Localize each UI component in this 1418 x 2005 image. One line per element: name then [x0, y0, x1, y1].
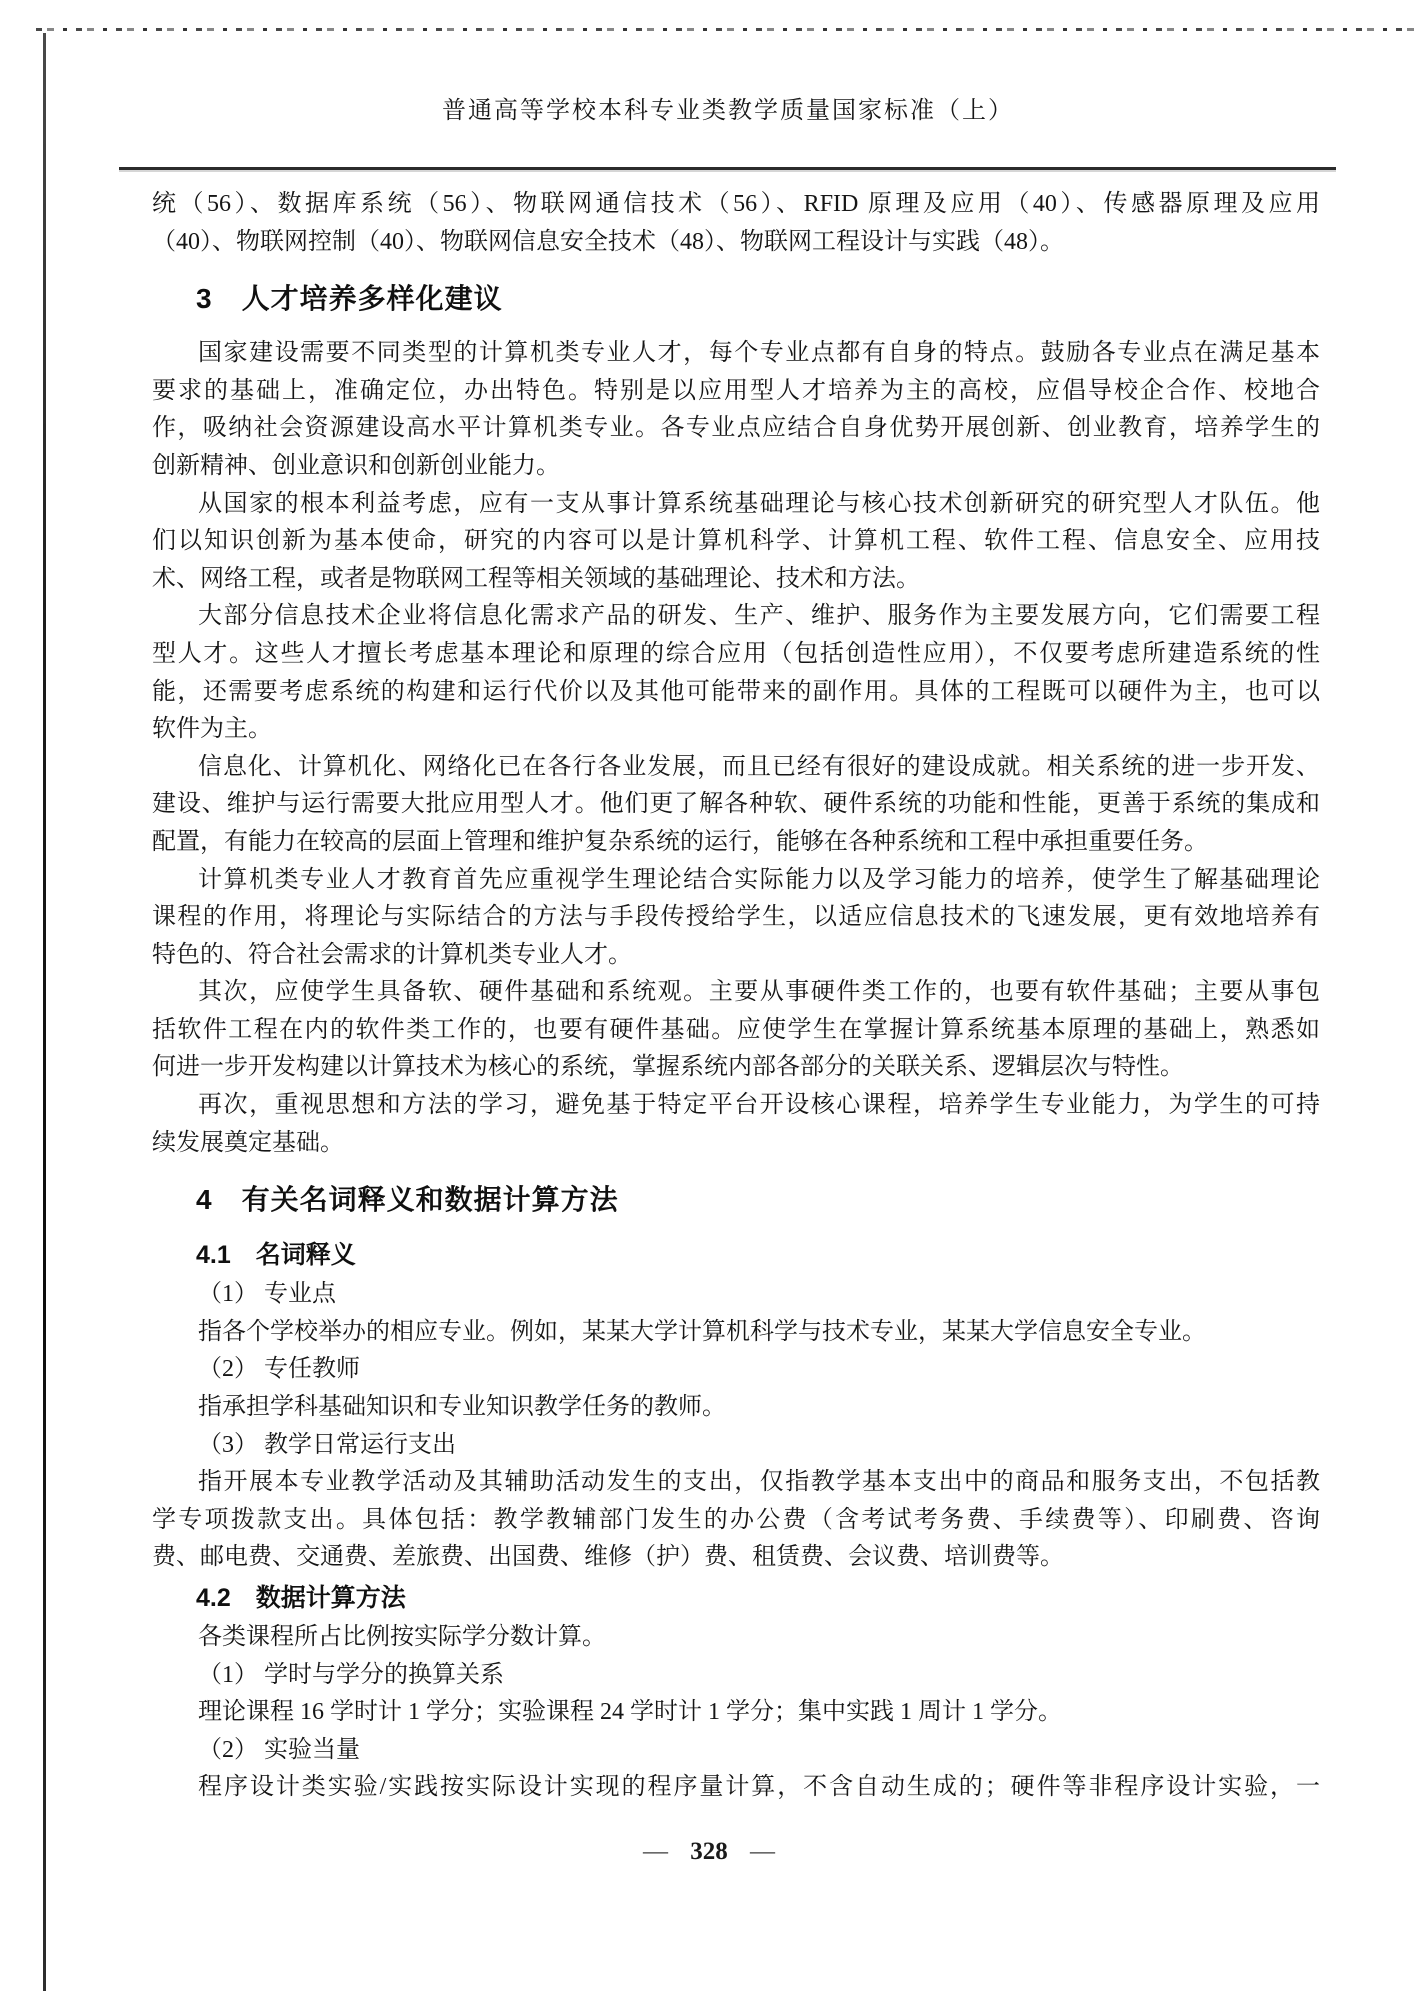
body-text-line: 信息化、计算机化、网络化已在各行各业发展，而且已经有很好的建设成就。相关系统的进一步开发、: [198, 753, 1320, 780]
body-text-line: 特色的、符合社会需求的计算机类专业人才。: [152, 941, 632, 968]
body-text-line: 创新精神、创业意识和创新创业能力。: [152, 452, 560, 479]
body-text-line: 建设、维护与运行需要大批应用型人才。他们更了解各种软、硬件系统的功能和性能，更善于系统的集成和: [152, 791, 1320, 818]
body-text-line: 型人才。这些人才擅长考虑基本理论和原理的综合应用（包括创造性应用），不仅要考虑所建造系统的性: [152, 640, 1320, 667]
body-text-line: 学专项拨款支出。具体包括：教学教辅部门发生的办公费（含考试考务费、手续费等）、印刷费、咨询: [152, 1506, 1320, 1533]
body-text-line: 何进一步开发构建以计算技术为核心的系统，掌握系统内部各部分的关联关系、逻辑层次与特性。: [152, 1054, 1184, 1081]
body-text-line: 指各个学校举办的相应专业。例如，某某大学计算机科学与技术专业，某某大学信息安全专业。: [198, 1318, 1206, 1345]
section-4-2-heading: 4.2 数据计算方法: [196, 1584, 406, 1612]
footer-right-dash: —: [750, 1838, 775, 1865]
body-text-line: 费、邮电费、交通费、差旅费、出国费、维修（护）费、租赁费、会议费、培训费等。: [152, 1544, 1064, 1571]
header-rule: [119, 167, 1336, 170]
body-text-line: 们以知识创新为基本使命，研究的内容可以是计算机科学、计算机工程、软件工程、信息安全、应用技: [152, 528, 1320, 555]
body-text-line: （1） 专业点: [198, 1281, 336, 1308]
body-text-line: 理论课程 16 学时计 1 学分；实验课程 24 学时计 1 学分；集中实践 1 周计 1 学分。: [198, 1699, 1062, 1726]
body-text-line: 再次，重视思想和方法的学习，避免基于特定平台开设核心课程，培养学生专业能力，为学生的可持: [198, 1092, 1320, 1119]
section-3-heading: 3 人才培养多样化建议: [196, 283, 503, 315]
body-text-line: 指开展本专业教学活动及其辅助活动发生的支出，仅指教学基本支出中的商品和服务支出，不包括教: [198, 1469, 1320, 1496]
body-text-line: （1） 学时与学分的换算关系: [198, 1661, 504, 1688]
body-text-line: 计算机类专业人才教育首先应重视学生理论结合实际能力以及学习能力的培养，使学生了解基础理论: [198, 866, 1320, 893]
body-text-line: 大部分信息技术企业将信息化需求产品的研发、生产、维护、服务作为主要发展方向，它们需要工程: [198, 603, 1320, 630]
scan-artifact-top-dashes: [36, 28, 1418, 31]
body-text-line: 统（56）、数据库系统（56）、物联网通信技术（56）、RFID 原理及应用（40）、传感器原理及应用: [152, 191, 1320, 217]
page-footer: [0, 1838, 1418, 1866]
body-text-line: （3） 教学日常运行支出: [198, 1431, 456, 1458]
body-text-line: 其次，应使学生具备软、硬件基础和系统观。主要从事硬件类工作的，也要有软件基础；主要从事包: [198, 979, 1320, 1006]
body-text-line: 能，还需要考虑系统的构建和运行代价以及其他可能带来的副作用。具体的工程既可以硬件为主，也可以: [152, 678, 1320, 705]
body-text-line: 作，吸纳社会资源建设高水平计算机类专业。各专业点应结合自身优势开展创新、创业教育，培养学生的: [152, 415, 1320, 442]
body-text-line: 国家建设需要不同类型的计算机类专业人才，每个专业点都有自身的特点。鼓励各专业点在满足基本: [198, 340, 1320, 367]
body-text-line: 续发展奠定基础。: [152, 1129, 344, 1156]
scan-artifact-left-edge-line: [43, 33, 46, 1991]
body-text-line: 软件为主。: [152, 716, 272, 743]
section-4-heading: 4 有关名词释义和数据计算方法: [196, 1184, 619, 1216]
body-text-line: （2） 实验当量: [198, 1736, 360, 1763]
body-text-line: 程序设计类实验/实践按实际设计实现的程序量计算，不含自动生成的；硬件等非程序设计实验，一: [198, 1774, 1320, 1801]
body-text-line: （40）、物联网控制（40）、物联网信息安全技术（48）、物联网工程设计与实践（48）。: [152, 228, 1064, 255]
body-text-line: 括软件工程在内的软件类工作的，也要有硬件基础。应使学生在掌握计算系统基本原理的基础上，熟悉如: [152, 1016, 1320, 1043]
page-number: 328: [690, 1838, 728, 1865]
body-text-line: 课程的作用，将理论与实际结合的方法与手段传授给学生，以适应信息技术的飞速发展，更有效地培养有: [152, 904, 1320, 931]
section-4-1-heading: 4.1 名词释义: [196, 1241, 356, 1270]
footer-left-dash: —: [643, 1838, 668, 1865]
body-text-line: 各类课程所占比例按实际学分数计算。: [198, 1624, 606, 1650]
body-text-line: 术、网络工程，或者是物联网工程等相关领域的基础理论、技术和方法。: [152, 565, 920, 592]
body-text-line: 配置，有能力在较高的层面上管理和维护复杂系统的运行，能够在各种系统和工程中承担重要任务。: [152, 828, 1208, 855]
running-header-title: 普通高等学校本科专业类教学质量国家标准（上）: [442, 98, 1014, 124]
body-text-line: （2） 专任教师: [198, 1356, 360, 1383]
body-text-line: 指承担学科基础知识和专业知识教学任务的教师。: [198, 1394, 726, 1421]
body-text-line: 从国家的根本利益考虑，应有一支从事计算系统基础理论与核心技术创新研究的研究型人才队伍。他: [198, 490, 1320, 517]
document-body: [152, 186, 1320, 1807]
body-text-line: 要求的基础上，准确定位，办出特色。特别是以应用型人才培养为主的高校，应倡导校企合作、校地合: [152, 377, 1320, 404]
